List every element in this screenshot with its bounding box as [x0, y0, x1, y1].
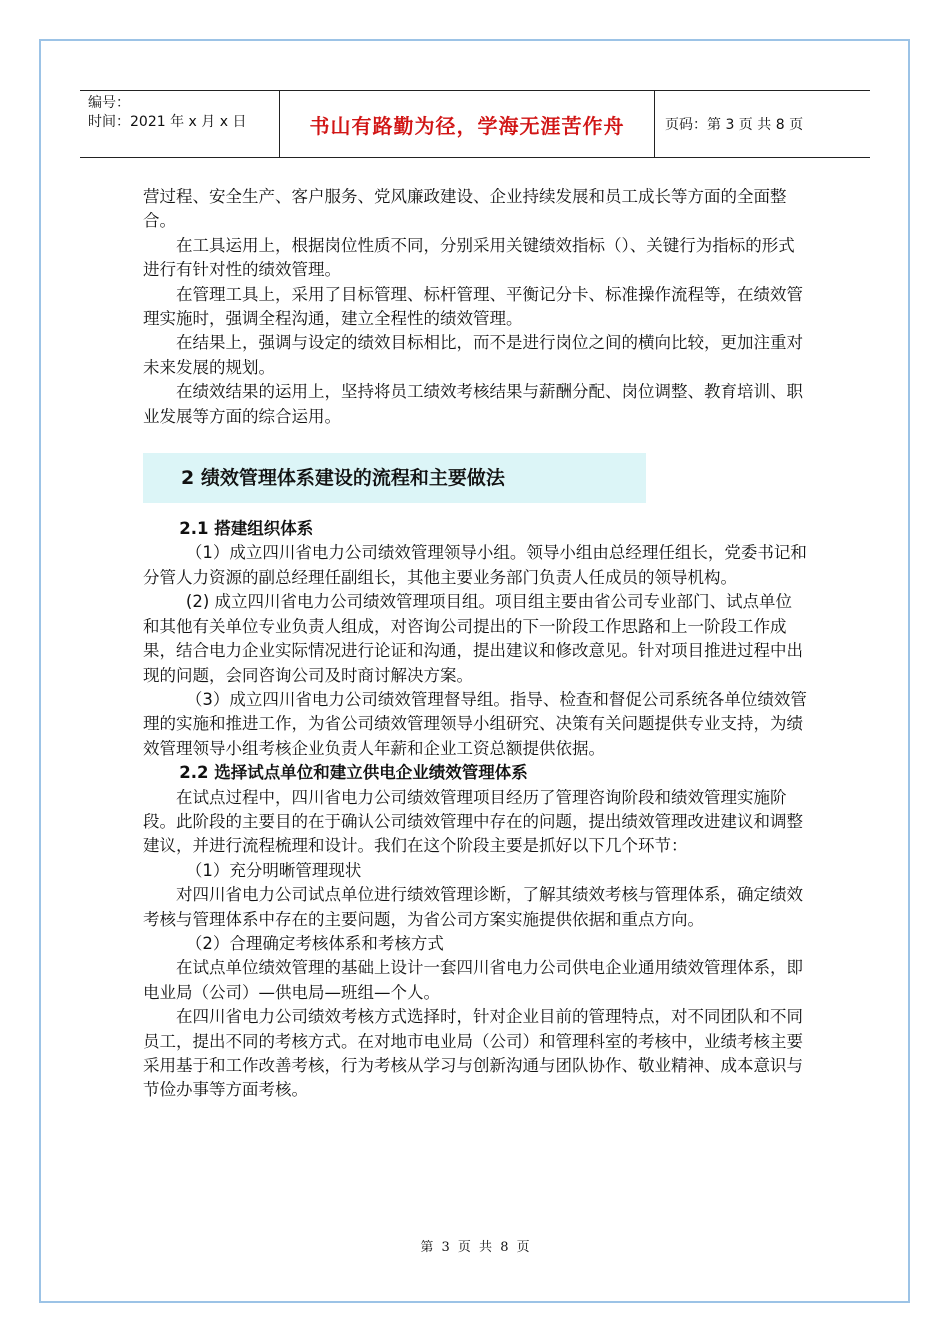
paragraph: （1）成立四川省电力公司绩效管理领导小组。领导小组由总经理任组长，党委书记和分管人力资源的副总经理任副组长，其他主要业务部门负责人任成员的领导机构。: [143, 543, 807, 587]
document-body: [143, 185, 808, 1103]
header-page-number: 页码：第 3 页 共 8 页: [665, 117, 804, 133]
paragraph: 对四川省电力公司试点单位进行绩效管理诊断，了解其绩效考核与管理体系，确定绩效考核与管理体系中存在的主要问题，为省公司方案实施提供依据和重点方向。: [143, 885, 803, 929]
paragraph: 在四川省电力公司绩效考核方式选择时，针对企业目前的管理特点，对不同团队和不同员工，提出不同的考核方式。在对地市电业局（公司）和管理科室的考核中，业绩考核主要采用基于和工作改善考核，行为考核从学习与创新沟通与团队协作、敬业精神、成本意识与节俭办事等方面考核。: [143, 1007, 803, 1100]
header-page-cell: [655, 91, 870, 157]
paragraph: 营过程、安全生产、客户服务、党风廉政建设、企业持续发展和员工成长等方面的全面整合。: [143, 187, 787, 231]
paragraph: 在试点单位绩效管理的基础上设计一套四川省电力公司供电企业通用绩效管理体系，即电业局（公司）—供电局—班组—个人。: [143, 958, 803, 1002]
section-heading: 2 绩效管理体系建设的流程和主要做法: [143, 453, 646, 503]
paragraph: (2) 成立四川省电力公司绩效管理项目组。项目组主要由省公司专业部门、试点单位和其他有关单位专业负责人组成，对咨询公司提出的下一阶段工作思路和上一阶段工作成果，结合电力企业实际情况进行论证和沟通，提出建议和修改意见。针对项目推进过程中出现的问题，会同咨询公司及时商讨解决方案。: [143, 592, 803, 685]
subsection-heading: 2.2 选择试点单位和建立供电企业绩效管理体系: [179, 763, 528, 783]
paragraph: 在结果上，强调与设定的绩效目标相比，而不是进行岗位之间的横向比较，更加注重对未来发展的规划。: [143, 333, 803, 377]
list-item: （2）合理确定考核体系和考核方式: [185, 933, 444, 953]
doc-time-label: 时间：2021 年 x 月 x 日: [88, 114, 247, 130]
paragraph: （3）成立四川省电力公司绩效管理督导组。指导、检查和督促公司系统各单位绩效管理的实施和推进工作，为省公司绩效管理领导小组研究、决策有关问题提供专业支持，为绩效管理领导小组考核企业负责人年薪和企业工资总额提供依据。: [143, 689, 807, 758]
page-footer: 第 3 页 共 8 页: [420, 1240, 530, 1255]
paragraph: 在工具运用上，根据岗位性质不同，分别采用关键绩效指标（）、关键行为指标的形式进行有针对性的绩效管理。: [143, 235, 795, 280]
doc-number-label: 编号：: [88, 95, 130, 111]
header-motto-cell: [280, 91, 655, 157]
paragraph: 在试点过程中，四川省电力公司绩效管理项目经历了管理咨询阶段和绩效管理实施阶段。此阶段的主要目的在于确认公司绩效管理中存在的问题，提出绩效管理改进建议和调整建议，并进行流程梳理和设计。我们在这个阶段主要是抓好以下几个环节：: [143, 787, 803, 856]
subsection-heading: 2.1 搭建组织体系: [179, 519, 314, 539]
page-header: [80, 90, 870, 158]
header-meta: [80, 91, 280, 157]
paragraph: 在绩效结果的运用上，坚持将员工绩效考核结果与薪酬分配、岗位调整、教育培训、职业发展等方面的综合运用。: [143, 382, 803, 426]
list-item: （1）充分明晰管理现状: [185, 860, 362, 880]
paragraph: 在管理工具上，采用了目标管理、标杆管理、平衡记分卡、标准操作流程等，在绩效管理实施时，强调全程沟通，建立全程性的绩效管理。: [143, 284, 803, 329]
header-motto: 书山有路勤为径，学海无涯苦作舟: [309, 113, 625, 138]
